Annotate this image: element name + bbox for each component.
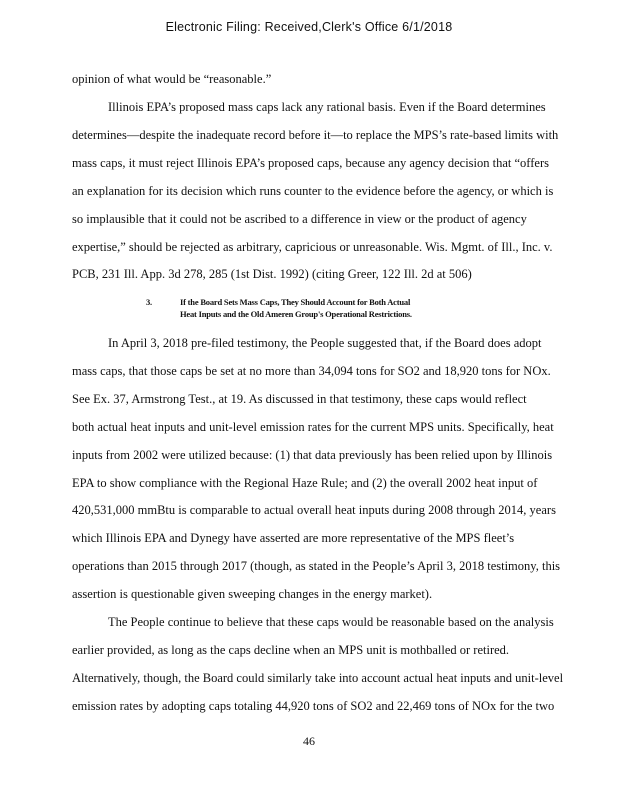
body-line: which Illinois EPA and Dynegy have asserted are more representative of the MPS fleet’s — [72, 531, 515, 545]
body-line: See Ex. 37, Armstrong Test., at 19. As discussed in that testimony, these caps would reflect — [72, 392, 527, 406]
body-line: an explanation for its decision which runs counter to the evidence before the agency, or which is — [72, 184, 554, 198]
body-line: opinion of what would be “reasonable.” — [72, 72, 272, 86]
body-line: assertion is questionable given sweeping changes in the energy market). — [72, 587, 433, 601]
page-number: 46 — [303, 734, 315, 748]
section-number: 3. — [146, 297, 152, 307]
body-line: inputs from 2002 were utilized because: (1) that data previously has been relied upon by Illinois — [72, 448, 553, 462]
body-line: emission rates by adopting caps totaling 44,920 tons of SO2 and 22,469 tons of NOx for the two — [72, 699, 555, 713]
body-line: determines—despite the inadequate record before it—to replace the MPS’s rate-based limits with — [72, 128, 559, 142]
body-line: mass caps, it must reject Illinois EPA’s proposed caps, because any agency decision that “offers — [72, 156, 549, 170]
body-line: earlier provided, as long as the caps decline when an MPS unit is mothballed or retired. — [72, 643, 510, 657]
body-line: operations than 2015 through 2017 (though, as stated in the People’s April 3, 2018 testimony, this — [72, 559, 561, 573]
body-line: PCB, 231 Ill. App. 3d 278, 285 (1st Dist. 1992) (citing Greer, 122 Ill. 2d at 506) — [72, 267, 472, 281]
body-line: In April 3, 2018 pre-filed testimony, the People suggested that, if the Board does adopt — [108, 336, 542, 350]
body-line: Alternatively, though, the Board could similarly take into account actual heat inputs and unit-level — [72, 671, 564, 685]
body-line: 420,531,000 mmBtu is comparable to actual overall heat inputs during 2008 through 2014, years — [72, 503, 556, 517]
body-line: so implausible that it could not be ascribed to a difference in view or the product of agency — [72, 212, 527, 226]
body-line: mass caps, that those caps be set at no more than 34,094 tons for SO2 and 18,920 tons for NOx. — [72, 364, 551, 378]
section-heading-line: Heat Inputs and the Old Ameren Group's Operational Restrictions. — [180, 309, 412, 319]
electronic-filing-header: Electronic Filing: Received,Clerk's Office 6/1/2018 — [165, 20, 453, 34]
body-line: expertise,” should be rejected as arbitrary, capricious or unreasonable. Wis. Mgmt. of Ill., Inc. v. — [72, 240, 553, 254]
body-line: EPA to show compliance with the Regional Haze Rule; and (2) the overall 2002 heat input of — [72, 476, 538, 490]
body-line: The People continue to believe that these caps would be reasonable based on the analysis — [108, 615, 554, 629]
section-heading-line: If the Board Sets Mass Caps, They Should Account for Both Actual — [180, 297, 411, 307]
body-line: both actual heat inputs and unit-level emission rates for the current MPS units. Specifically, heat — [72, 420, 554, 434]
body-line: Illinois EPA’s proposed mass caps lack any rational basis. Even if the Board determines — [108, 100, 546, 114]
